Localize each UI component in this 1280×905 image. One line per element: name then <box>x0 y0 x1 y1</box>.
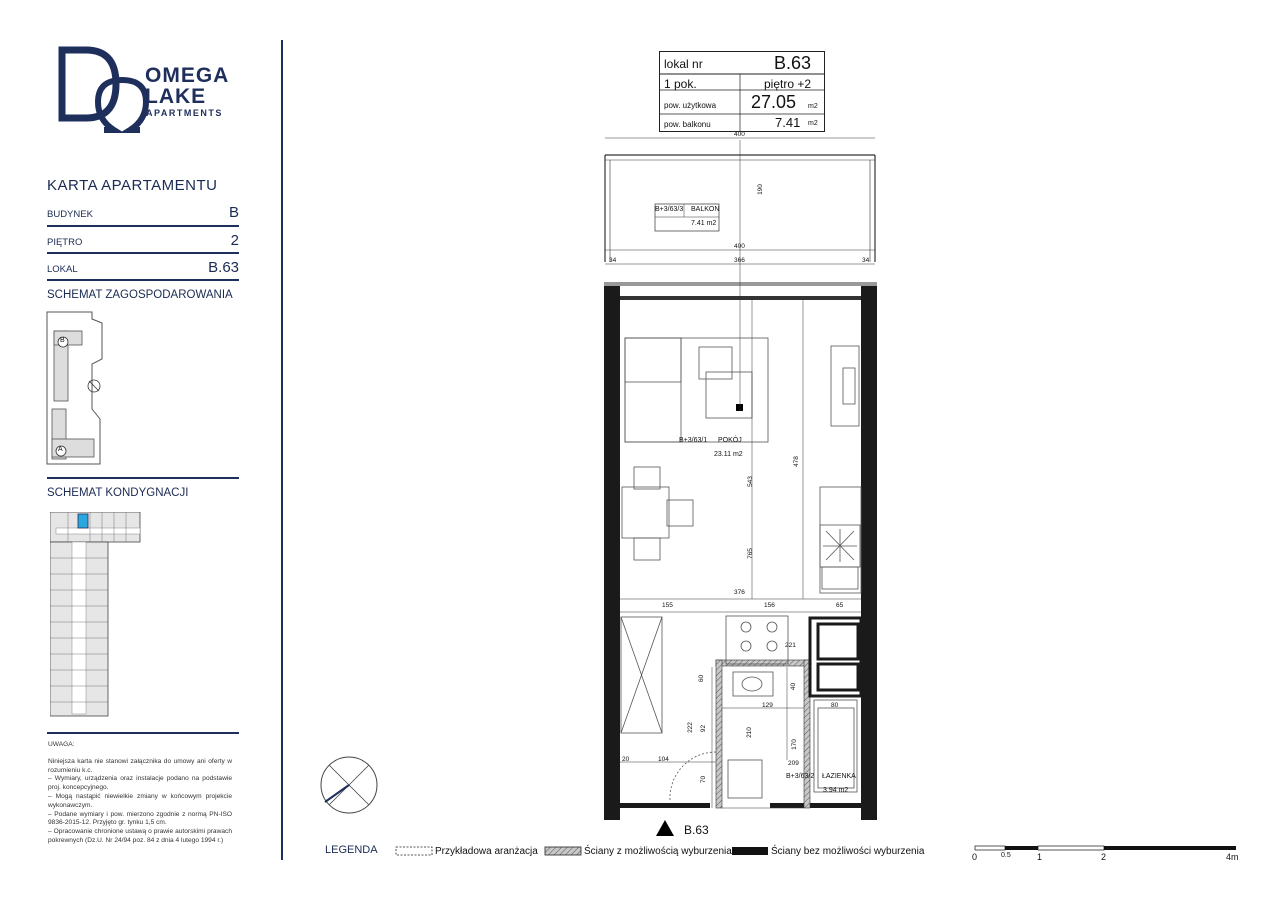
scale-tick: 2 <box>1101 852 1107 862</box>
site-marker-a: A <box>58 446 63 453</box>
dimension-label: 366 <box>734 257 745 264</box>
scale-tick: 0 <box>972 852 978 862</box>
legend-item-demolishable: Ściany z możliwością wyburzenia <box>584 846 732 857</box>
dimension-label: 478 <box>792 456 800 467</box>
balcony-area-label: pow. balkonu <box>664 120 711 129</box>
dimension-label: 70 <box>700 775 708 784</box>
dimension-label: 20 <box>622 756 630 763</box>
lokal-label: lokal nr <box>664 57 703 71</box>
scale-tick: 1 <box>1037 852 1043 862</box>
row-label-floor: PIĘTRO <box>47 237 83 248</box>
note-line: – Mogą nastąpić niewielkie zmiany w końcowym projekcie wykonawczym. <box>48 792 232 809</box>
dimension-label: 376 <box>734 589 745 596</box>
balcony-area-value: 7.41 <box>775 115 801 130</box>
legend-swatch-demolishable <box>545 847 581 855</box>
legend-title: LEGENDA <box>325 844 378 856</box>
compass-icon <box>321 757 377 813</box>
dimension-label: 765 <box>746 548 754 559</box>
dimension-label: 104 <box>658 756 669 763</box>
floor-plan-title: SCHEMAT KONDYGNACJI <box>47 487 189 499</box>
scale-tick: 4m <box>1226 852 1239 862</box>
note-line: – Wymiary, urządzenia oraz instalacje podano na podstawie proj. koncepcyjnego. <box>48 775 232 792</box>
dimension-label: 209 <box>788 760 799 767</box>
room-name-balcony: BALKON <box>691 206 720 213</box>
logo-text-omega: OMEGA <box>145 64 230 87</box>
dimension-label: 400 <box>734 131 745 138</box>
entrance-wall-left <box>620 803 710 808</box>
room-name-living: POKÓJ <box>718 437 742 444</box>
balcony-area-unit: m2 <box>808 120 818 127</box>
note-line: – Podane wymiary i pow. mierzono zgodnie z normą PN-ISO 9836-2015-12. Przyjęto gr. tynku 1,5 cm. <box>48 810 232 827</box>
note-line: Niniejsza karta nie stanowi załącznika do umowy ani oferty w rozumieniu k.c. <box>48 757 232 774</box>
legend-swatch-furniture <box>396 847 432 855</box>
row-value-building: B <box>228 204 239 221</box>
dimension-label: 543 <box>746 476 754 487</box>
dimension-label: 34 <box>609 257 617 264</box>
usable-area-unit: m2 <box>808 103 818 110</box>
dimension-label: 65 <box>836 602 844 609</box>
room-area-bathroom: 3.94 m2 <box>823 787 849 794</box>
left-exterior-wall <box>604 282 620 820</box>
floor-number: piętro +2 <box>764 77 812 91</box>
dimension-label: 40 <box>790 682 798 691</box>
room-area-balcony: 7.41 m2 <box>691 220 717 227</box>
entrance-wall-right <box>770 803 861 808</box>
dimension-label: 156 <box>764 602 775 609</box>
row-value-floor: 2 <box>230 232 239 249</box>
right-exterior-wall <box>861 282 877 820</box>
logo-text-apartments: APARTMENTS <box>146 108 223 118</box>
site-plan-title: SCHEMAT ZAGOSPODAROWANIA <box>47 289 233 301</box>
notes-heading: UWAGA: <box>48 741 75 748</box>
dimension-label: 80 <box>831 702 839 709</box>
dimension-label: 170 <box>790 739 798 750</box>
dimension-label: 129 <box>762 702 773 709</box>
dimension-label: 34 <box>862 257 870 264</box>
row-label-unit: LOKAL <box>47 264 78 275</box>
room-area-living: 23.11 m2 <box>714 451 743 458</box>
usable-area-value: 27.05 <box>751 92 797 112</box>
entrance-label: B.63 <box>684 823 709 837</box>
scale-bar <box>975 846 1236 850</box>
bathroom-partition <box>716 660 808 666</box>
lokal-value: B.63 <box>774 53 812 73</box>
room-code-bathroom: B+3/63/2 <box>786 773 815 780</box>
scale-tick: 0.5 <box>1001 852 1011 859</box>
site-marker-b: B <box>60 337 65 344</box>
dimension-label: 92 <box>700 724 708 733</box>
room-name-bathroom: ŁAZIENKA <box>822 773 856 780</box>
bathroom-partition <box>716 660 722 808</box>
dimension-label: 221 <box>785 642 796 649</box>
card-title: KARTA APARTAMENTU <box>47 177 218 194</box>
dimension-label: 155 <box>662 602 673 609</box>
window-sill <box>604 282 877 286</box>
logo-text-lake: LAKE <box>145 85 207 108</box>
legend-swatch-loadbearing <box>732 847 768 855</box>
room-code-balcony: B+3/63/3 <box>655 206 684 213</box>
rooms-count: 1 pok. <box>664 77 697 91</box>
usable-area-label: pow. użytkowa <box>664 101 717 110</box>
dimension-label: 400 <box>734 243 745 250</box>
row-value-unit: B.63 <box>208 259 239 276</box>
room-code-living: B+3/63/1 <box>679 437 708 444</box>
dimension-label: 60 <box>698 674 706 683</box>
dimension-label: 190 <box>756 184 764 195</box>
dimension-label: 222 <box>686 722 694 733</box>
marker-square <box>736 404 743 411</box>
window-wall <box>620 296 861 300</box>
row-label-building: BUDYNEK <box>47 209 93 220</box>
dimension-label: 210 <box>745 727 753 738</box>
legend-item-furniture: Przykładowa aranżacja <box>435 846 538 857</box>
note-line: – Opracowanie chronione ustawą o prawie autorskimi prawach pokrewnych (Dz.U. Nr 24/94 poz. 84 z dnia 4 lutego 1994 r.) <box>48 828 232 844</box>
entrance-arrow-icon <box>656 820 674 836</box>
legend-item-loadbearing: Ściany bez możliwości wyburzenia <box>771 846 925 857</box>
